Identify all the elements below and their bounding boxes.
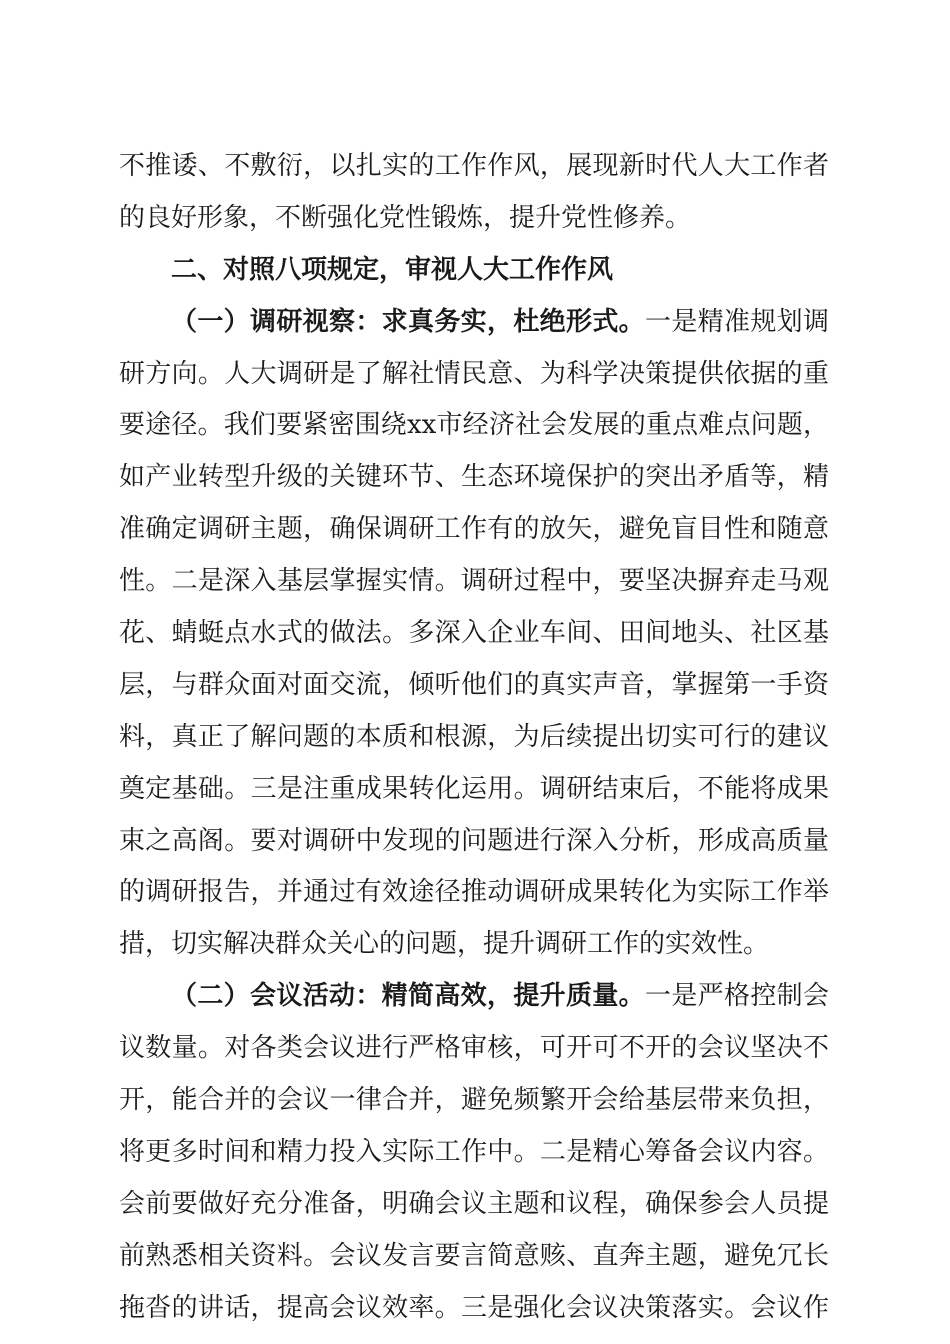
text-line: 束之高阁。要对调研中发现的问题进行深入分析，形成高质量: [119, 825, 829, 856]
text-line: 开，能合并的会议一律合并，避免频繁开会给基层带来负担，: [119, 1085, 829, 1116]
text-line: 如产业转型升级的关键环节、生态环境保护的突出矛盾等，精: [119, 462, 829, 493]
text-line: 将更多时间和精力投入实际工作中。二是精心筹备会议内容。: [119, 1136, 829, 1167]
text-line: 研方向。人大调研是了解社情民意、为科学决策提供依据的重: [119, 358, 829, 389]
text-line: 拖沓的讲话，提高会议效率。三是强化会议决策落实。会议作: [119, 1292, 829, 1323]
text-line: 要途径。我们要紧密围绕xx市经济社会发展的重点难点问题，: [119, 410, 829, 441]
text-line: 不推诿、不敷衍，以扎实的工作作风，展现新时代人大工作者: [119, 151, 829, 181]
text-line: 会前要做好充分准备，明确会议主题和议程，确保参会人员提: [119, 1188, 829, 1219]
text-span: 一是严格控制会: [644, 981, 829, 1012]
text-span: 一是精准规划调: [644, 306, 829, 337]
text-line: 层，与群众面对面交流，倾听他们的真实声音，掌握第一手资: [119, 669, 829, 700]
text-line: 准确定调研主题，确保调研工作有的放矢，避免盲目性和随意: [119, 514, 829, 545]
section-heading: 二、对照八项规定，审视人大工作作风: [171, 254, 614, 285]
text-line: 措，切实解决群众关心的问题，提升调研工作的实效性。: [119, 929, 770, 960]
text-line: 性。二是深入基层掌握实情。调研过程中，要坚决摒弃走马观: [119, 566, 829, 597]
text-line: 的良好形象，不断强化党性锻炼，提升党性修养。: [119, 202, 692, 233]
subsection-heading: （一）调研视察：求真务实，杜绝形式。: [171, 306, 645, 337]
document-body: [119, 141, 829, 1334]
text-line: 花、蜻蜓点水式的做法。多深入企业车间、田间地头、社区基: [119, 618, 829, 649]
subsection-heading: （二）会议活动：精简高效，提升质量。: [171, 981, 645, 1012]
text-line: [119, 971, 829, 1023]
text-line: 料，真正了解问题的本质和根源，为后续提出切实可行的建议: [119, 721, 829, 752]
text-line: 的调研报告，并通过有效途径推动调研成果转化为实际工作举: [119, 877, 829, 908]
text-line: 议数量。对各类会议进行严格审核，可开可不开的会议坚决不: [119, 1033, 829, 1064]
text-line: 前熟悉相关资料。会议发言要言简意赅、直奔主题，避免冗长: [119, 1240, 829, 1271]
text-line: 奠定基础。三是注重成果转化运用。调研结束后，不能将成果: [119, 773, 829, 804]
text-line: [119, 297, 829, 349]
